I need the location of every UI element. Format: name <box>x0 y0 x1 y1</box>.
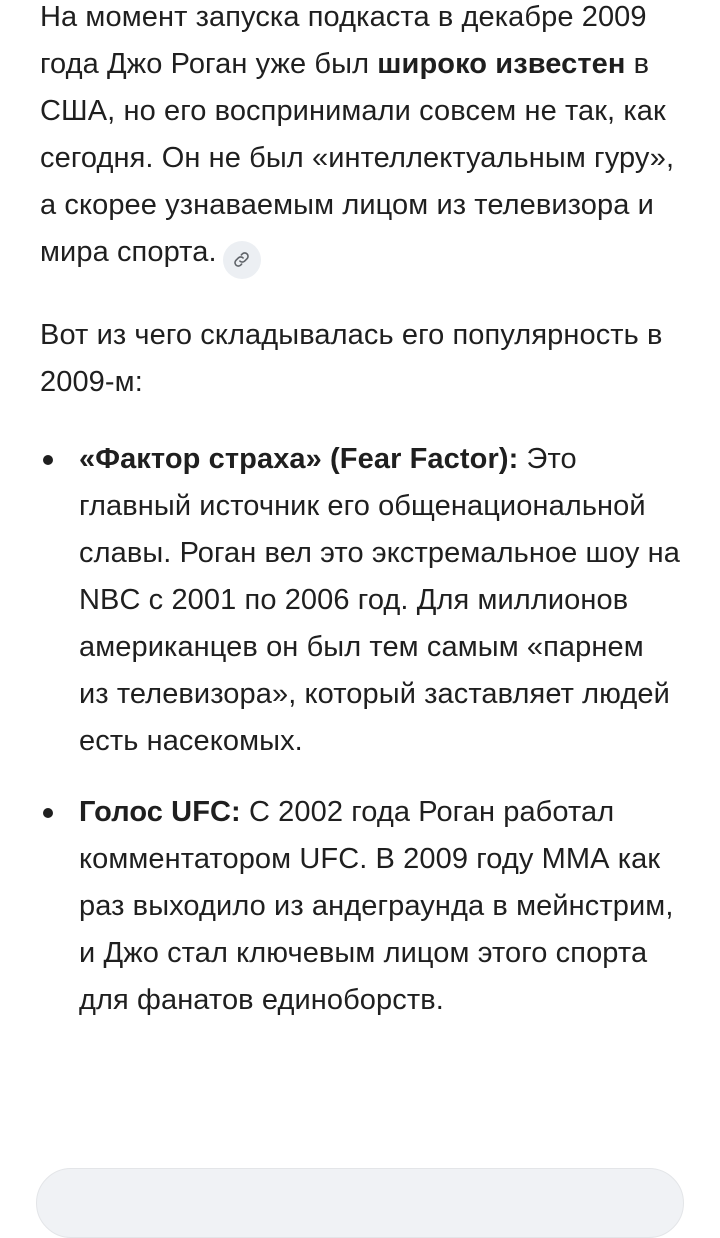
response-content <box>40 0 680 1024</box>
link-icon <box>232 250 251 269</box>
source-link-chip[interactable] <box>223 241 261 279</box>
list-item-fear-factor <box>40 436 680 765</box>
chat-input-bar[interactable] <box>36 1168 684 1238</box>
paragraph-popularity-intro: Вот из чего складывалась его популярность в 2009-м: <box>40 318 663 398</box>
intro-text-end: в США, но его воспринимали совсем не так, как сегодня. Он не был «интеллектуальным гуру», а скорее узнаваемым лицом из телевизора и мира спорта. <box>40 48 675 268</box>
paragraph-intro <box>40 0 680 279</box>
list-item-text: С 2002 года Роган работал комментатором UFC. В 2009 году ММА как раз выходило из андеграунда в мейнстрим, и Джо стал ключевым лицом этого спорта для фанатов единоборств. <box>79 795 674 1016</box>
bullet-point <box>43 455 53 465</box>
intro-bold-text: широко известен <box>377 48 626 80</box>
list-item-ufc <box>40 789 680 1024</box>
list-item-title: «Фактор страха» (Fear Factor): <box>79 442 519 475</box>
list-item-text: Это главный источник его общенациональной славы. Роган вел это экстремальное шоу на NBC с 2001 по 2006 год. Для миллионов американцев он был тем самым «парнем из телевизора», который заставляет людей есть насекомых. <box>79 442 680 757</box>
list-item-title: Голос UFC: <box>79 795 241 828</box>
bullet-point <box>43 808 53 818</box>
popularity-list <box>40 436 680 1024</box>
intro-text-start: На момент запуска подкаста в декабре 2009 года Джо Роган уже был <box>40 1 647 80</box>
